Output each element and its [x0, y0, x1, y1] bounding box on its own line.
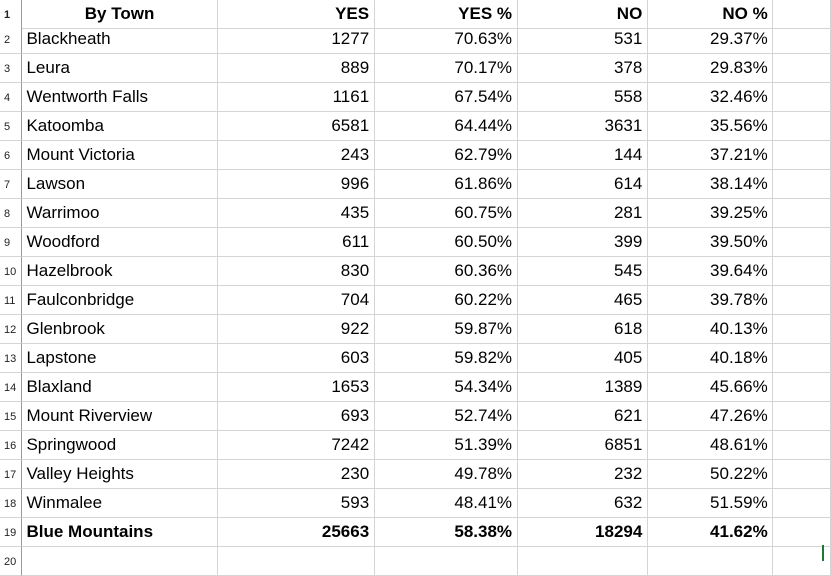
empty-cell[interactable]: [773, 315, 831, 344]
row-header[interactable]: 3: [0, 54, 22, 83]
no-pct-cell[interactable]: 38.14%: [648, 170, 772, 199]
yes-cell[interactable]: 25663: [218, 518, 375, 547]
no-cell[interactable]: 531: [518, 25, 648, 54]
row-header[interactable]: 5: [0, 112, 22, 141]
row-header[interactable]: 15: [0, 402, 22, 431]
yes-cell[interactable]: 922: [218, 315, 375, 344]
table-row: [0, 431, 831, 460]
table-row: [0, 286, 831, 315]
no-cell[interactable]: 18294: [518, 518, 648, 547]
table-row: [0, 25, 831, 54]
yes-pct-cell[interactable]: 59.87%: [375, 315, 518, 344]
town-cell[interactable]: Glenbrook: [22, 315, 217, 344]
table-row: [0, 83, 831, 112]
no-pct-cell[interactable]: 50.22%: [648, 460, 772, 489]
no-cell[interactable]: 1389: [518, 373, 648, 402]
no-pct-cell[interactable]: 39.78%: [648, 286, 772, 315]
empty-cell[interactable]: [773, 141, 831, 170]
yes-cell[interactable]: 230: [218, 460, 375, 489]
yes-cell[interactable]: 593: [218, 489, 375, 518]
row-header[interactable]: 4: [0, 83, 22, 112]
row-header[interactable]: 19: [0, 518, 22, 547]
yes-pct-cell[interactable]: 70.63%: [375, 25, 518, 54]
town-cell[interactable]: Wentworth Falls: [22, 83, 217, 112]
empty-cell[interactable]: [648, 547, 772, 576]
no-cell[interactable]: 232: [518, 460, 648, 489]
table-row: [0, 489, 831, 518]
row-header[interactable]: 11: [0, 286, 22, 315]
no-cell[interactable]: 399: [518, 228, 648, 257]
no-cell[interactable]: NO: [518, 0, 648, 29]
town-cell[interactable]: Mount Riverview: [22, 402, 217, 431]
yes-pct-cell[interactable]: 61.86%: [375, 170, 518, 199]
empty-cell[interactable]: [773, 228, 831, 257]
row-header[interactable]: 17: [0, 460, 22, 489]
row-header[interactable]: 8: [0, 199, 22, 228]
yes-cell[interactable]: 435: [218, 199, 375, 228]
row-header[interactable]: 12: [0, 315, 22, 344]
no-cell[interactable]: 405: [518, 344, 648, 373]
table-row: [0, 315, 831, 344]
yes-cell[interactable]: 704: [218, 286, 375, 315]
town-cell[interactable]: Warrimoo: [22, 199, 217, 228]
yes-cell[interactable]: 7242: [218, 431, 375, 460]
no-cell[interactable]: 465: [518, 286, 648, 315]
no-pct-cell[interactable]: 39.50%: [648, 228, 772, 257]
yes-cell[interactable]: 830: [218, 257, 375, 286]
empty-cell[interactable]: [773, 112, 831, 141]
yes-pct-cell[interactable]: 49.78%: [375, 460, 518, 489]
selection-indicator: [822, 545, 824, 561]
empty-cell[interactable]: [773, 489, 831, 518]
row-header[interactable]: 14: [0, 373, 22, 402]
row-header[interactable]: 18: [0, 489, 22, 518]
empty-cell[interactable]: [773, 344, 831, 373]
row-header[interactable]: 1: [0, 0, 22, 29]
yes-pct-cell[interactable]: 60.22%: [375, 286, 518, 315]
empty-cell[interactable]: [773, 25, 831, 54]
empty-cell[interactable]: [518, 547, 648, 576]
yes-pct-cell[interactable]: 48.41%: [375, 489, 518, 518]
yes-cell[interactable]: 611: [218, 228, 375, 257]
yes-pct-cell[interactable]: 60.36%: [375, 257, 518, 286]
table-row: [0, 373, 831, 402]
no-cell[interactable]: 558: [518, 83, 648, 112]
no-cell[interactable]: 144: [518, 141, 648, 170]
no-pct-cell[interactable]: NO %: [648, 0, 772, 29]
town-cell[interactable]: Blaxland: [22, 373, 217, 402]
town-cell[interactable]: By Town: [22, 0, 217, 29]
no-cell[interactable]: 378: [518, 54, 648, 83]
town-cell[interactable]: Mount Victoria: [22, 141, 217, 170]
yes-pct-cell[interactable]: 60.50%: [375, 228, 518, 257]
row-header[interactable]: 7: [0, 170, 22, 199]
yes-pct-cell[interactable]: 52.74%: [375, 402, 518, 431]
table-row: [0, 112, 831, 141]
no-pct-cell[interactable]: 47.26%: [648, 402, 772, 431]
yes-pct-cell[interactable]: 54.34%: [375, 373, 518, 402]
yes-cell[interactable]: 1653: [218, 373, 375, 402]
town-cell[interactable]: Blue Mountains: [22, 518, 217, 547]
row-header[interactable]: 10: [0, 257, 22, 286]
yes-pct-cell[interactable]: 70.17%: [375, 54, 518, 83]
table-row: [0, 170, 831, 199]
no-cell[interactable]: 618: [518, 315, 648, 344]
no-cell[interactable]: 6851: [518, 431, 648, 460]
yes-pct-cell[interactable]: 67.54%: [375, 83, 518, 112]
yes-cell[interactable]: YES: [218, 0, 375, 29]
no-pct-cell[interactable]: 45.66%: [648, 373, 772, 402]
town-cell[interactable]: Faulconbridge: [22, 286, 217, 315]
no-cell[interactable]: 621: [518, 402, 648, 431]
empty-cell[interactable]: [773, 460, 831, 489]
empty-cell[interactable]: [773, 54, 831, 83]
yes-cell[interactable]: 603: [218, 344, 375, 373]
empty-cell[interactable]: [773, 518, 831, 547]
yes-cell[interactable]: 996: [218, 170, 375, 199]
yes-cell[interactable]: 243: [218, 141, 375, 170]
no-pct-cell[interactable]: 37.21%: [648, 141, 772, 170]
table-row: [0, 199, 831, 228]
yes-cell[interactable]: 1277: [218, 25, 375, 54]
empty-cell[interactable]: [375, 547, 518, 576]
no-pct-cell[interactable]: 40.18%: [648, 344, 772, 373]
empty-cell[interactable]: [773, 373, 831, 402]
yes-pct-cell[interactable]: YES %: [375, 0, 518, 29]
town-cell[interactable]: Winmalee: [22, 489, 217, 518]
no-cell[interactable]: 614: [518, 170, 648, 199]
no-pct-cell[interactable]: 41.62%: [648, 518, 772, 547]
table-row-next: [0, 547, 831, 576]
row-header[interactable]: 13: [0, 344, 22, 373]
town-cell[interactable]: Woodford: [22, 228, 217, 257]
no-cell[interactable]: 545: [518, 257, 648, 286]
empty-cell[interactable]: [773, 286, 831, 315]
table-row-total: [0, 518, 831, 547]
empty-cell[interactable]: [218, 547, 375, 576]
town-cell[interactable]: Hazelbrook: [22, 257, 217, 286]
yes-pct-cell[interactable]: 51.39%: [375, 431, 518, 460]
table-row: [0, 257, 831, 286]
table-row: [0, 460, 831, 489]
yes-pct-cell[interactable]: 58.38%: [375, 518, 518, 547]
table-row: [0, 402, 831, 431]
no-pct-cell[interactable]: 39.25%: [648, 199, 772, 228]
town-cell[interactable]: Leura: [22, 54, 217, 83]
empty-cell[interactable]: [773, 170, 831, 199]
empty-cell[interactable]: [773, 402, 831, 431]
table-row: [0, 54, 831, 83]
no-pct-cell[interactable]: 39.64%: [648, 257, 772, 286]
yes-cell[interactable]: 6581: [218, 112, 375, 141]
no-pct-cell[interactable]: 51.59%: [648, 489, 772, 518]
town-cell[interactable]: Katoomba: [22, 112, 217, 141]
town-cell[interactable]: Lawson: [22, 170, 217, 199]
town-cell[interactable]: Springwood: [22, 431, 217, 460]
no-cell[interactable]: 632: [518, 489, 648, 518]
row-header[interactable]: 6: [0, 141, 22, 170]
town-cell[interactable]: Valley Heights: [22, 460, 217, 489]
empty-cell[interactable]: [22, 547, 217, 576]
no-cell[interactable]: 3631: [518, 112, 648, 141]
yes-cell[interactable]: 1161: [218, 83, 375, 112]
row-header[interactable]: 20: [0, 547, 22, 576]
no-pct-cell[interactable]: 40.13%: [648, 315, 772, 344]
empty-cell[interactable]: [773, 431, 831, 460]
empty-cell[interactable]: [773, 199, 831, 228]
table-row: [0, 344, 831, 373]
town-cell[interactable]: Lapstone: [22, 344, 217, 373]
no-cell[interactable]: 281: [518, 199, 648, 228]
yes-cell[interactable]: 693: [218, 402, 375, 431]
empty-cell[interactable]: [773, 257, 831, 286]
town-cell[interactable]: Blackheath: [22, 25, 217, 54]
yes-pct-cell[interactable]: 60.75%: [375, 199, 518, 228]
no-pct-cell[interactable]: 29.37%: [648, 25, 772, 54]
no-pct-cell[interactable]: 35.56%: [648, 112, 772, 141]
no-pct-cell[interactable]: 32.46%: [648, 83, 772, 112]
yes-pct-cell[interactable]: 59.82%: [375, 344, 518, 373]
table-row: [0, 228, 831, 257]
row-header[interactable]: 9: [0, 228, 22, 257]
row-header[interactable]: 16: [0, 431, 22, 460]
table-row: [0, 141, 831, 170]
row-header[interactable]: 2: [0, 25, 22, 54]
no-pct-cell[interactable]: 48.61%: [648, 431, 772, 460]
yes-pct-cell[interactable]: 64.44%: [375, 112, 518, 141]
no-pct-cell[interactable]: 29.83%: [648, 54, 772, 83]
yes-pct-cell[interactable]: 62.79%: [375, 141, 518, 170]
yes-cell[interactable]: 889: [218, 54, 375, 83]
empty-cell[interactable]: [773, 83, 831, 112]
